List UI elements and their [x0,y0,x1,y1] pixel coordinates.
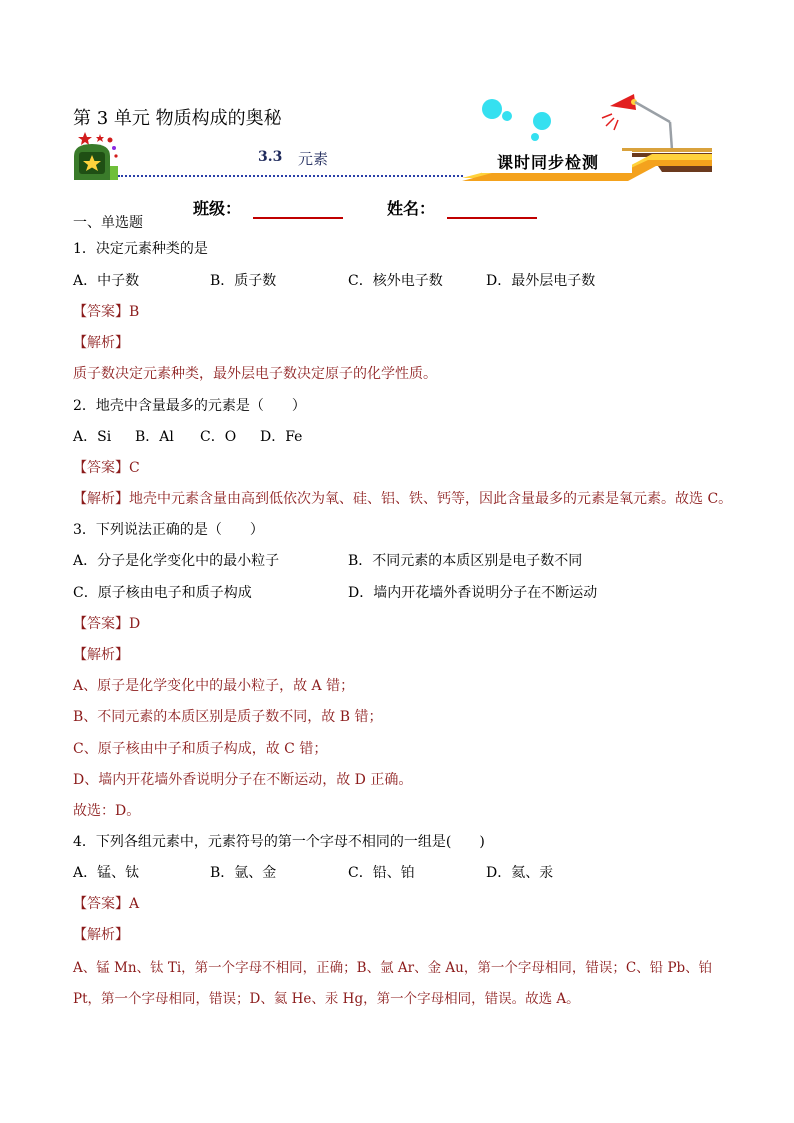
analysis-label: 【解析】 [73,491,129,507]
analysis-text: Pt，第一个字母相同，错误；D、氦 He、汞 Hg，第一个字母相同，错误。故选 A。 [73,991,580,1007]
analysis-text: D、墙内开花墙外香说明分子在不断运动，故 D 正确。 [73,772,413,788]
analysis-label: 【解析】 [73,335,129,351]
star-badge-icon [70,128,122,182]
desk-lamp-icon [600,94,680,154]
analysis-label: 【解析】 [73,647,129,663]
option-a: A．分子是化学变化中的最小粒子 [73,553,280,569]
answer-label: 【答案】 [73,304,129,320]
bubbles-icon [478,96,558,156]
option-c: C．铅、铂 [348,865,415,881]
analysis-text: C、原子核由中子和质子构成，故 C 错； [73,741,328,757]
answer-label: 【答案】 [73,896,129,912]
option-b: B．不同元素的本质区别是电子数不同 [348,553,583,569]
answer-line [73,893,139,913]
lesson-name: 元素 [298,150,329,168]
answer-line [73,301,139,321]
unit-title: 第 3 单元 物质构成的奥秘 [73,108,282,129]
answer-line [73,457,140,477]
answer-value: B [129,304,140,320]
analysis-text: 地壳中元素含量由高到低依次为氧、硅、铝、铁、钙等，因此含量最多的元素是氧元素。故选 C。 [129,491,733,507]
option-d: D．Fe [260,429,303,445]
option-a: A．中子数 [73,273,140,289]
question-stem: 1．决定元素种类的是 [73,241,208,257]
name-label: 姓名： [387,199,436,218]
analysis-text: 故选：D。 [73,803,141,819]
name-field[interactable] [387,196,537,219]
answer-label: 【答案】 [73,460,129,476]
option-b: B．氩、金 [210,865,277,881]
analysis-text: B、不同元素的本质区别是质子数不同，故 B 错； [73,709,383,725]
question-stem: 2．地壳中含量最多的元素是（ ） [73,398,306,414]
option-c: C．O [200,429,237,445]
answer-value: D [129,616,141,632]
analysis-line [73,488,732,508]
option-d: D．最外层电子数 [486,273,596,289]
option-a: A．Si [73,429,112,445]
class-field[interactable] [193,196,343,219]
banner-label: 课时同步检测 [497,153,600,172]
option-d: D．氦、汞 [486,865,554,881]
name-blank[interactable] [447,198,537,219]
analysis-label: 【解析】 [73,927,129,943]
answer-line [73,613,140,633]
question-stem: 4．下列各组元素中，元素符号的第一个字母不相同的一组是( ) [73,834,485,850]
answer-value: C [129,460,140,476]
option-b: B．Al [135,429,174,445]
lesson-number: 3.3 [258,149,283,165]
analysis-text: A、锰 Mn、钛 Ti，第一个字母不相同，正确；B、氩 Ar、金 Au，第一个字母相同，错误；C、铅 Pb、铂 [73,960,713,976]
option-d: D．墙内开花墙外香说明分子在不断运动 [348,585,598,601]
class-blank[interactable] [253,198,343,219]
question-stem: 3．下列说法正确的是（ ） [73,522,264,538]
analysis-text: A、原子是化学变化中的最小粒子，故 A 错； [73,678,355,694]
class-label: 班级： [193,199,242,218]
option-a: A．锰、钛 [73,865,140,881]
answer-label: 【答案】 [73,616,129,632]
option-b: B．质子数 [210,273,277,289]
analysis-text: 质子数决定元素种类，最外层电子数决定原子的化学性质。 [73,366,437,382]
answer-value: A [129,896,140,912]
option-c: C．原子核由电子和质子构成 [73,585,252,601]
option-c: C．核外电子数 [348,273,443,289]
header-dotted-line [118,175,463,177]
section-title: 一、单选题 [73,215,143,231]
